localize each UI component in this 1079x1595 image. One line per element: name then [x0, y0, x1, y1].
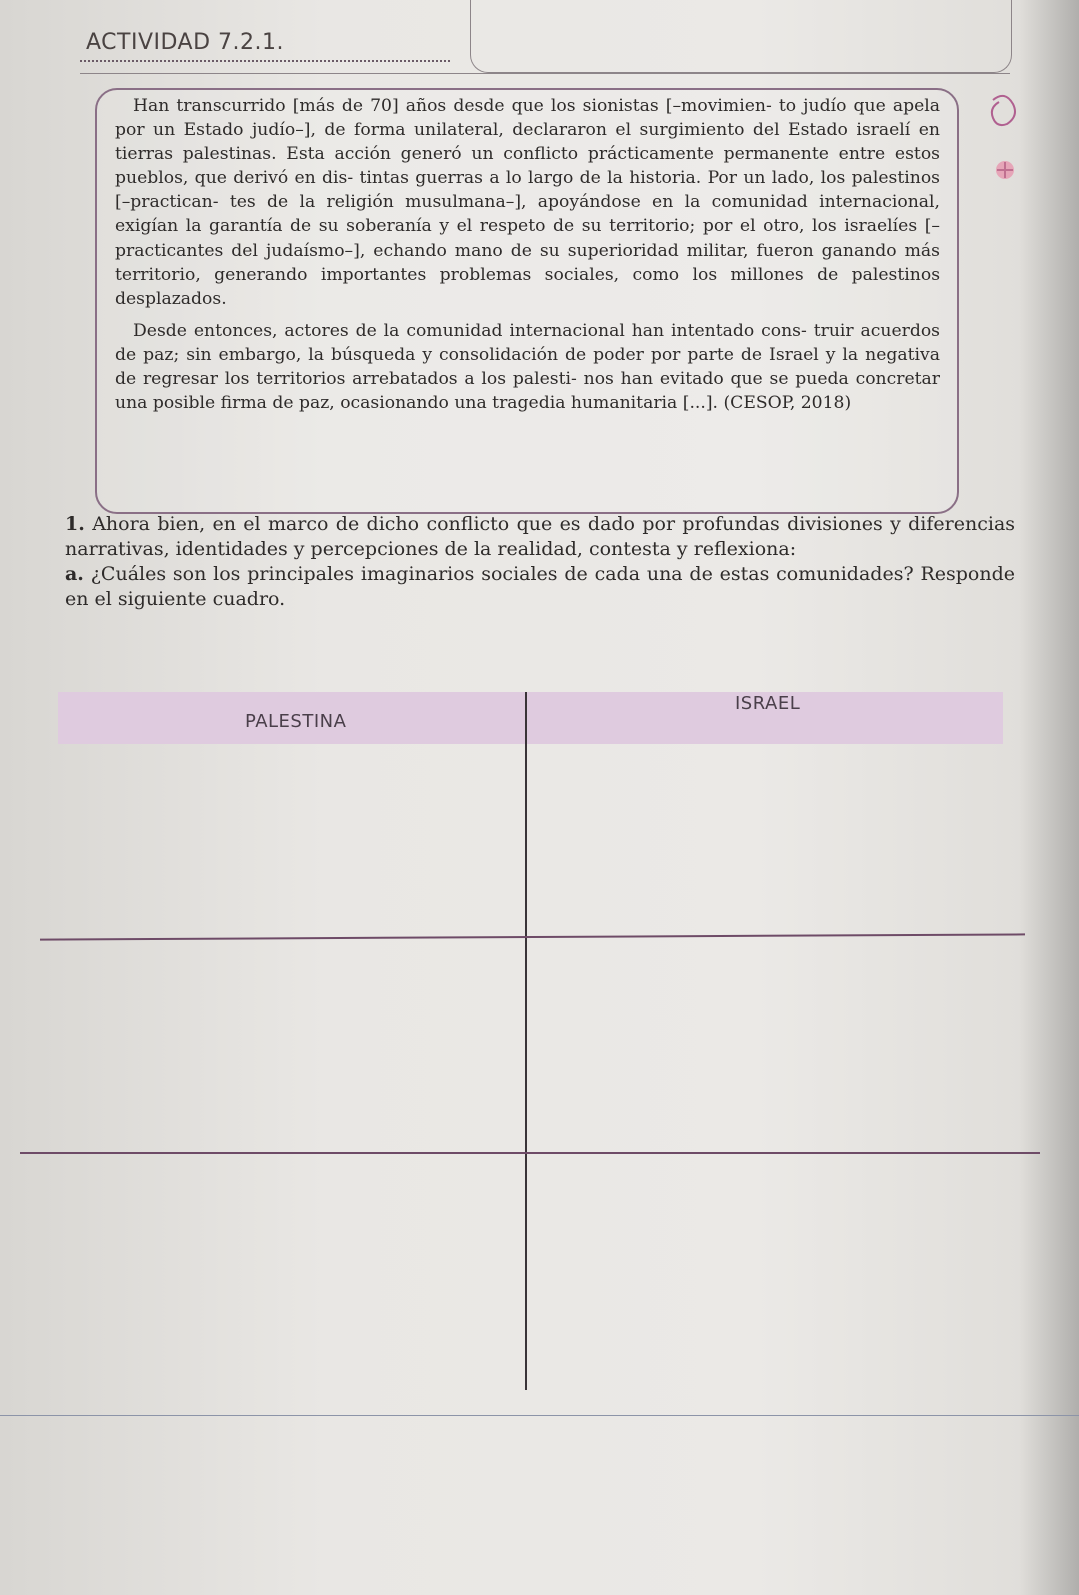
question-sub-line: Responde en el siguiente cuadro. [65, 563, 1015, 610]
question-sub [65, 562, 1015, 612]
quote-paragraph-1 [115, 94, 940, 311]
quote-line: Han transcurrido [más de 70] años desde que los sionistas [–movimien- [133, 96, 772, 116]
margin-doodle-icon [985, 90, 1025, 200]
quote-line: truir acuerdos de paz; sin embargo, la búsqueda y consolidación de poder por [115, 320, 941, 365]
header-line [80, 73, 1010, 74]
question-line: reflexiona: [693, 538, 797, 560]
title-dotted-rule [80, 60, 450, 62]
quote-line: Desde entonces, actores de la comunidad internacional han intentado cons- [133, 320, 807, 341]
column-header-palestina: PALESTINA [245, 711, 347, 732]
quote-line: los israelíes [–practicantes del judaísmo–], echando mano de su superioridad [115, 216, 941, 261]
question-sub-line: ¿Cuáles son los principales imaginarios sociales de cada una de estas comunidades? [90, 563, 914, 585]
activity-title: ACTIVIDAD 7.2.1. [86, 30, 284, 55]
question-line: Ahora bien, en el marco de dicho conflicto que es dado por profundas divisiones [92, 513, 883, 535]
quote-line: tintas guerras a lo largo de la historia. Por un lado, los palestinos [–practican- [115, 168, 940, 213]
question-lines [65, 513, 1015, 560]
page-bottom-rule [0, 1415, 1079, 1416]
question-block [65, 512, 1015, 612]
quote-line: sociales, como los millones de palestinos desplazados. [115, 264, 941, 309]
quote-line: conflicto prácticamente permanente entre estos pueblos, que derivó en dis- [115, 144, 940, 189]
quote-line: parte de Israel y la negativa de regresar los territorios arrebatados a los palesti- [115, 344, 940, 390]
quote-line: to judío que apela por un Estado judío–], de forma unilateral, declararon el [115, 96, 940, 141]
quote-paragraph-2 [115, 319, 940, 415]
quote-line: militar, fueron ganando más territorio, generando importantes problemas [115, 240, 940, 285]
question-sub-letter: a. [65, 563, 84, 585]
question-sub-lines [65, 563, 1015, 610]
answer-table [0, 688, 1079, 1408]
table-header [58, 692, 1003, 744]
quote-text [115, 94, 940, 415]
question-line: y diferencias narrativas, identidades y percepciones de la realidad, contesta y [65, 513, 1016, 560]
quote-line: surgimiento del Estado israelí en tierras palestinas. Esta acción generó un [115, 120, 940, 165]
quote-line: exigían la garantía de su soberanía y el respeto de su territorio; por el otro, [115, 216, 805, 237]
question-text [65, 512, 1015, 562]
question-number: 1. [65, 513, 85, 535]
quote-line: tes de la religión musulmana–], apoyándose en la comunidad internacional, [229, 192, 940, 213]
quote-line: nos han evitado que se pueda concretar una posible firma de paz, ocasionando [115, 369, 940, 414]
column-divider [525, 692, 527, 1390]
row-rule [40, 933, 1025, 940]
column-header-israel: ISRAEL [735, 693, 801, 714]
header-frame [470, 0, 1012, 73]
quote-line: una tragedia humanitaria [...]. (CESOP, 2018) [454, 393, 852, 414]
row-rule [20, 1152, 1040, 1154]
